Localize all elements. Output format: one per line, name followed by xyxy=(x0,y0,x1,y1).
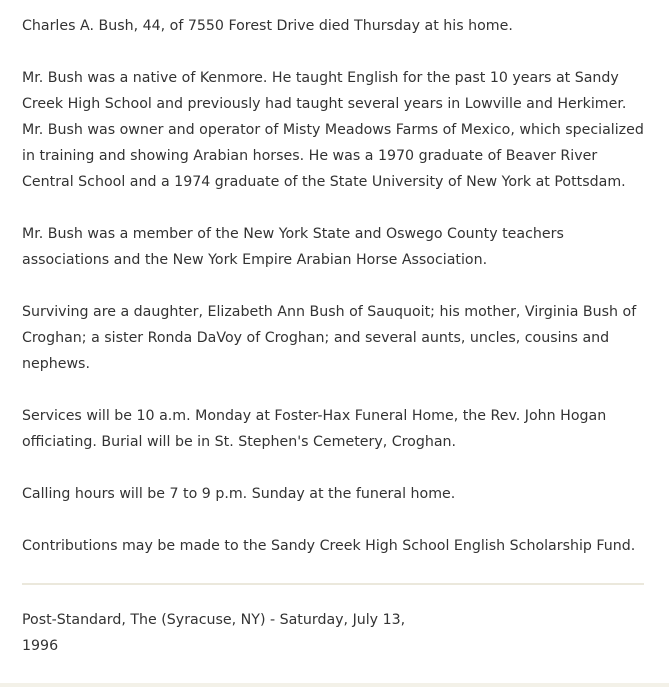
page-bottom-band xyxy=(0,683,669,687)
source-citation: Post-Standard, The (Syracuse, NY) - Saturday, July 13, 1996 xyxy=(22,612,406,654)
obituary-paragraph-death: Charles A. Bush, 44, of 7550 Forest Drive died Thursday at his home. xyxy=(22,18,513,34)
obituary-paragraph-services: Services will be 10 a.m. Monday at Foster-Hax Funeral Home, the Rev. John Hogan officiating. Burial will be in St. Stephen's Cemetery, Croghan. xyxy=(22,408,607,450)
obituary-article xyxy=(22,13,647,585)
obituary-paragraph-memberships: Mr. Bush was a member of the New York State and Oswego County teachers associations and the New York Empire Arabian Horse Association. xyxy=(22,226,564,268)
obituary-paragraph-biography: Mr. Bush was a native of Kenmore. He taught English for the past 10 years at Sandy Creek High School and previously had taught several years in Lowville and Herkimer. Mr. Bush was owner and operator of Misty Meadows Farms of Mexico, which specialized in training and showing Arabian horses. He was a 1970 graduate of Beaver River Central School and a 1974 graduate of the State University of New York at Pottsdam. xyxy=(22,70,644,190)
obituary-paragraph-survivors: Surviving are a daughter, Elizabeth Ann Bush of Sauquoit; his mother, Virginia Bush of Croghan; a sister Ronda DaVoy of Croghan; and several aunts, uncles, cousins and nephews. xyxy=(22,304,637,372)
section-divider xyxy=(22,583,644,585)
obituary-paragraph-calling-hours: Calling hours will be 7 to 9 p.m. Sunday at the funeral home. xyxy=(22,486,456,502)
obituary-paragraph-contributions: Contributions may be made to the Sandy Creek High School English Scholarship Fund. xyxy=(22,538,636,554)
